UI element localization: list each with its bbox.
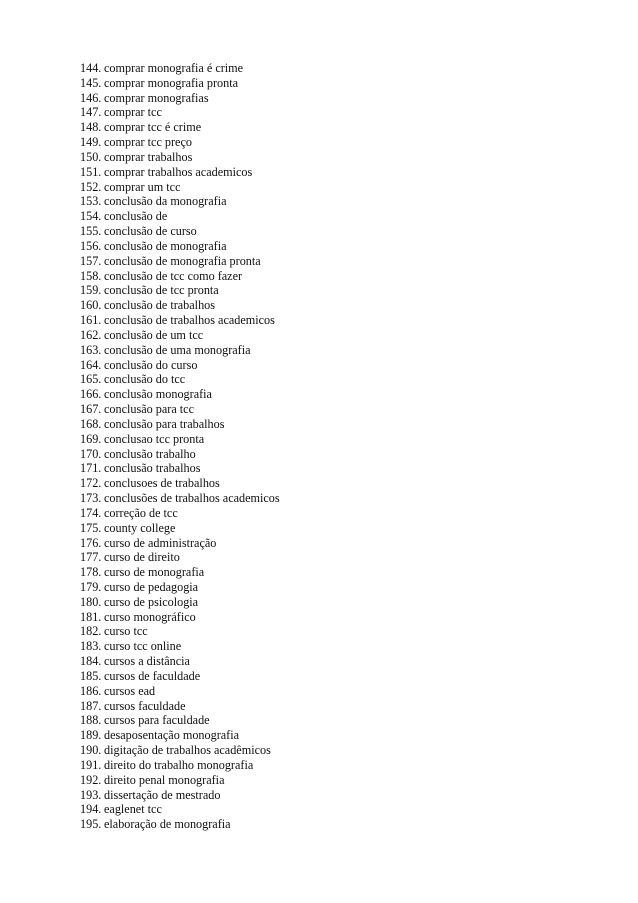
item-text: conclusão de tcc como fazer (104, 268, 243, 283)
item-number: 156. (80, 238, 102, 253)
item-text: conclusão monografia (104, 387, 212, 402)
item-text: conclusão trabalhos (104, 461, 201, 476)
item-number: 147. (80, 105, 102, 120)
item-text: comprar tcc (104, 105, 162, 120)
list-item (80, 417, 280, 432)
item-number: 181. (80, 609, 102, 624)
item-text: conclusão de monografia pronta (104, 253, 261, 268)
item-number: 158. (80, 268, 102, 283)
item-text: cursos para faculdade (104, 713, 210, 728)
item-number: 182. (80, 624, 102, 639)
item-number: 155. (80, 224, 102, 239)
item-text: curso tcc online (104, 639, 182, 654)
item-text: conclusão de trabalhos academicos (104, 313, 275, 328)
list-item (80, 358, 280, 373)
item-text: conclusão da monografia (104, 194, 227, 209)
item-text: curso monográfico (104, 609, 196, 624)
item-number: 165. (80, 372, 102, 387)
item-text: conclusão de monografia (104, 238, 227, 253)
item-number: 167. (80, 402, 102, 417)
list-item (80, 684, 280, 699)
item-text: curso tcc (104, 624, 148, 639)
list-item (80, 328, 280, 343)
item-text: comprar tcc é crime (104, 120, 202, 135)
list-item (80, 476, 280, 491)
item-text: cursos de faculdade (104, 668, 201, 683)
item-text: eaglenet tcc (104, 802, 162, 817)
item-number: 146. (80, 90, 102, 105)
item-text: conclusão do curso (104, 357, 198, 372)
list-item (80, 91, 280, 106)
list-item (80, 788, 280, 803)
item-number: 173. (80, 491, 102, 506)
item-text: curso de monografia (104, 565, 205, 580)
list-item (80, 165, 280, 180)
item-text: comprar tcc preço (104, 135, 192, 150)
list-item (80, 135, 280, 150)
item-text: desaposentação monografia (104, 728, 240, 743)
item-text: curso de psicologia (104, 594, 199, 609)
item-number: 187. (80, 698, 102, 713)
item-number: 162. (80, 327, 102, 342)
list-item (80, 372, 280, 387)
item-text: conclusão de um tcc (104, 327, 204, 342)
item-number: 169. (80, 431, 102, 446)
item-text: conclusão de (104, 209, 168, 224)
list-item (80, 239, 280, 254)
item-text: dissertação de mestrado (104, 787, 221, 802)
item-number: 176. (80, 535, 102, 550)
item-text: conclusões de trabalhos academicos (104, 491, 280, 506)
item-number: 145. (80, 75, 102, 90)
list-item (80, 194, 280, 209)
list-item (80, 610, 280, 625)
item-number: 170. (80, 446, 102, 461)
item-text: cursos ead (104, 683, 156, 698)
item-text: correção de tcc (104, 505, 178, 520)
item-number: 152. (80, 179, 102, 194)
list-item (80, 743, 280, 758)
list-item (80, 343, 280, 358)
item-number: 174. (80, 505, 102, 520)
item-number: 193. (80, 787, 102, 802)
item-text: comprar trabalhos academicos (104, 164, 253, 179)
list-item (80, 209, 280, 224)
list-item (80, 758, 280, 773)
list-item (80, 387, 280, 402)
item-number: 151. (80, 164, 102, 179)
item-number: 168. (80, 416, 102, 431)
item-text: comprar um tcc (104, 179, 181, 194)
item-text: curso de direito (104, 550, 180, 565)
item-text: conclusão para tcc (104, 402, 195, 417)
item-number: 150. (80, 149, 102, 164)
list-item (80, 461, 280, 476)
item-number: 172. (80, 476, 102, 491)
list-item (80, 802, 280, 817)
item-text: direito do trabalho monografia (104, 757, 254, 772)
item-text: cursos a distância (104, 654, 190, 669)
item-number: 189. (80, 728, 102, 743)
item-text: comprar monografia pronta (104, 75, 239, 90)
list-item (80, 699, 280, 714)
item-number: 153. (80, 194, 102, 209)
list-item (80, 269, 280, 284)
list-item (80, 669, 280, 684)
list-item (80, 565, 280, 580)
item-text: comprar monografia é crime (104, 61, 244, 75)
list-item (80, 728, 280, 743)
item-text: conclusão de tcc pronta (104, 283, 219, 298)
item-number: 157. (80, 253, 102, 268)
item-number: 177. (80, 550, 102, 565)
list-item (80, 180, 280, 195)
list-item (80, 298, 280, 313)
item-number: 179. (80, 579, 102, 594)
list-item (80, 580, 280, 595)
item-number: 192. (80, 772, 102, 787)
item-number: 184. (80, 654, 102, 669)
item-number: 178. (80, 565, 102, 580)
item-text: conclusão de uma monografia (104, 342, 251, 357)
item-number: 148. (80, 120, 102, 135)
list-item (80, 521, 280, 536)
item-number: 149. (80, 135, 102, 150)
item-text: conclusão de curso (104, 224, 197, 239)
item-text: digitação de trabalhos acadêmicos (104, 743, 271, 758)
list-item (80, 491, 280, 506)
list-item (80, 624, 280, 639)
keyword-list (80, 61, 280, 832)
item-text: county college (104, 520, 176, 535)
list-item (80, 150, 280, 165)
list-item (80, 283, 280, 298)
item-number: 186. (80, 683, 102, 698)
list-item (80, 506, 280, 521)
list-item (80, 773, 280, 788)
list-item (80, 432, 280, 447)
list-item (80, 713, 280, 728)
item-text: curso de administração (104, 535, 217, 550)
item-number: 185. (80, 668, 102, 683)
item-number: 191. (80, 757, 102, 772)
list-item (80, 595, 280, 610)
item-number: 190. (80, 743, 102, 758)
item-number: 160. (80, 298, 102, 313)
item-number: 188. (80, 713, 102, 728)
item-text: conclusão de trabalhos (104, 298, 216, 313)
item-number: 161. (80, 313, 102, 328)
list-item (80, 105, 280, 120)
item-number: 166. (80, 387, 102, 402)
item-number: 164. (80, 357, 102, 372)
item-number: 159. (80, 283, 102, 298)
list-item (80, 76, 280, 91)
list-item (80, 654, 280, 669)
item-text: conclusoes de trabalhos (104, 476, 220, 491)
list-item (80, 402, 280, 417)
item-number: 183. (80, 639, 102, 654)
item-number: 175. (80, 520, 102, 535)
item-number: 171. (80, 461, 102, 476)
item-text: conclusao tcc pronta (104, 431, 205, 446)
item-text: comprar monografias (104, 90, 209, 105)
item-text: conclusão para trabalhos (104, 416, 225, 431)
list-item (80, 639, 280, 654)
item-number: 163. (80, 342, 102, 357)
item-number: 144. (80, 61, 102, 75)
list-item (80, 313, 280, 328)
item-text: elaboração de monografia (104, 817, 231, 832)
list-item (80, 550, 280, 565)
item-text: conclusão do tcc (104, 372, 186, 387)
list-item (80, 61, 280, 76)
item-number: 154. (80, 209, 102, 224)
item-number: 194. (80, 802, 102, 817)
item-text: cursos faculdade (104, 698, 186, 713)
item-number: 195. (80, 817, 102, 832)
list-item (80, 536, 280, 551)
item-text: direito penal monografia (104, 772, 225, 787)
item-number: 180. (80, 594, 102, 609)
list-item (80, 447, 280, 462)
list-item (80, 120, 280, 135)
item-text: comprar trabalhos (104, 149, 193, 164)
item-text: conclusão trabalho (104, 446, 196, 461)
item-text: curso de pedagogia (104, 579, 199, 594)
list-item (80, 817, 280, 832)
list-item (80, 224, 280, 239)
list-item (80, 254, 280, 269)
